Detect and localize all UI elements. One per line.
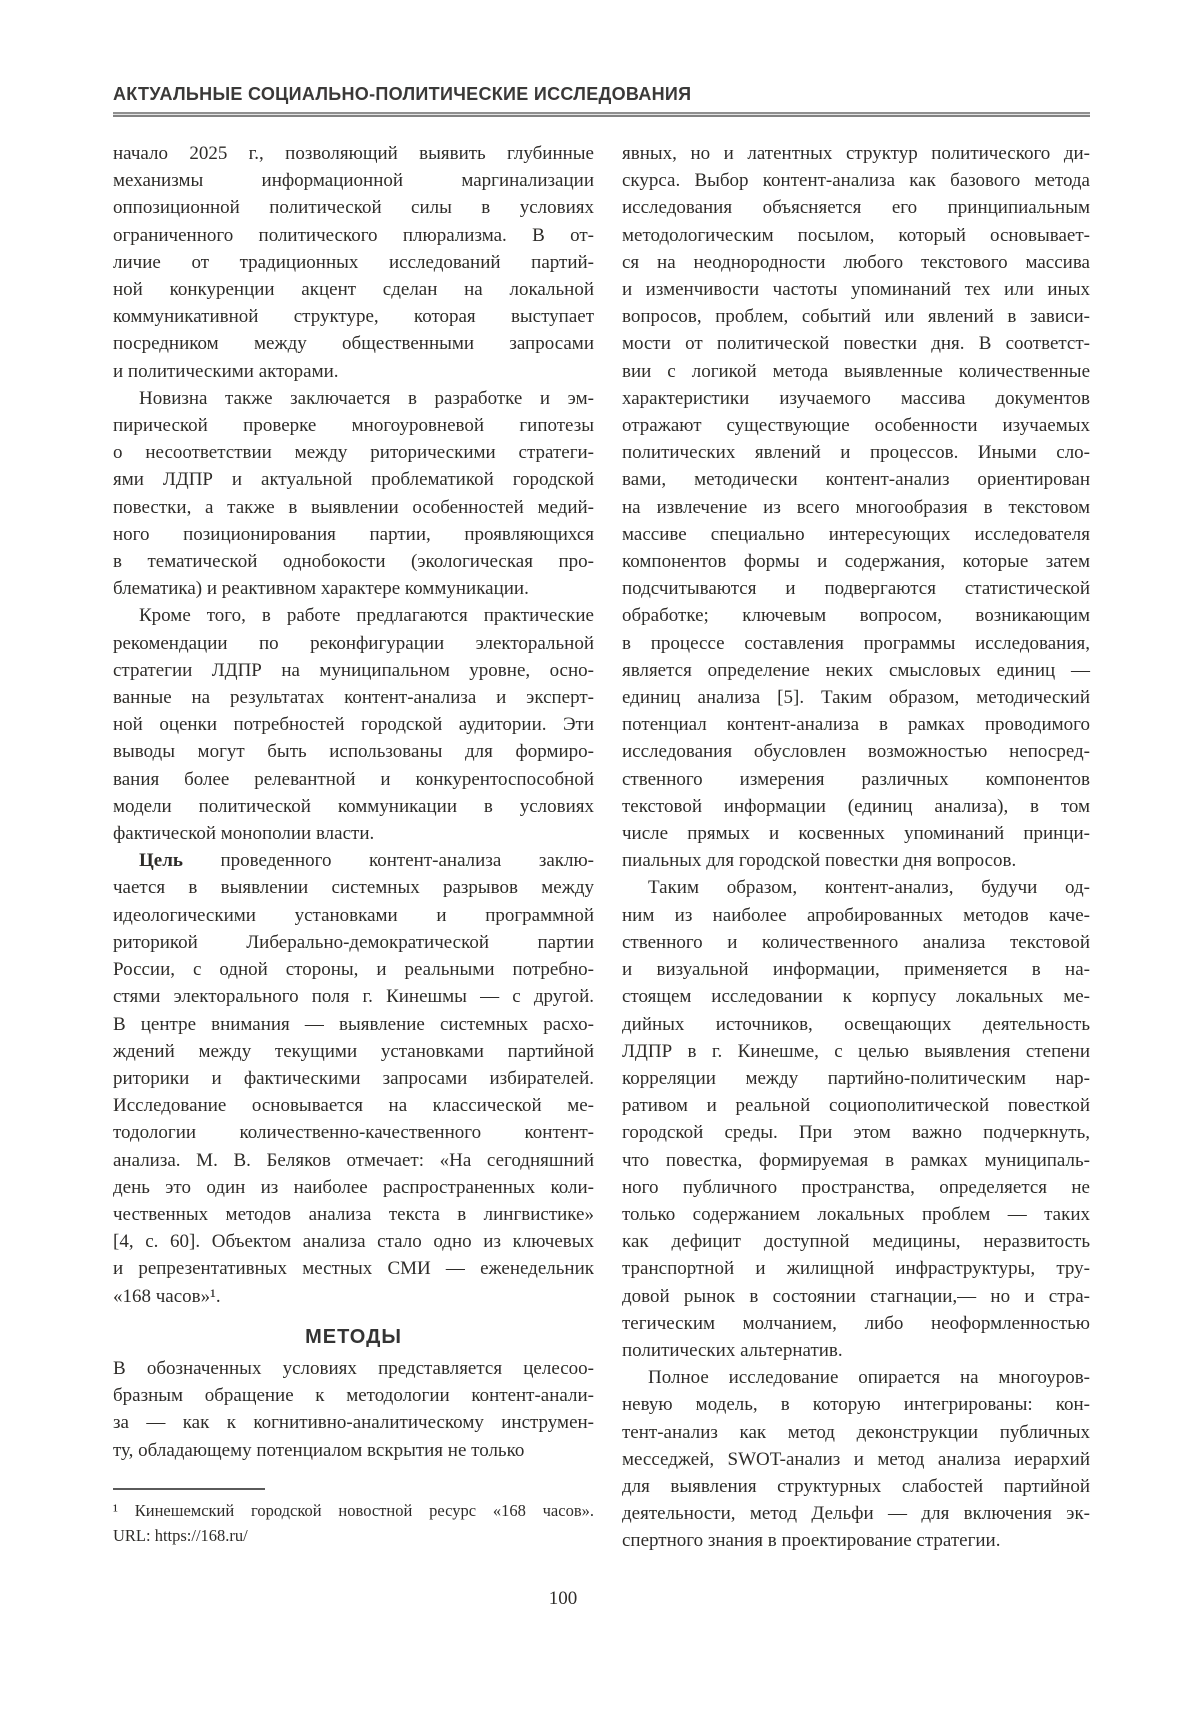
bold-lead-word: Цель: [139, 850, 183, 872]
text-line: пирической проверке многоуровневой гипотезы: [113, 415, 594, 437]
text-line: [4, с. 60]. Объектом анализа стало одно из ключевых: [113, 1231, 594, 1253]
text-line: Полное исследование опирается на многоуров-: [648, 1367, 1090, 1389]
text-line: ративом и реальной социополитической повесткой: [622, 1095, 1090, 1117]
text-line: чается в выявлении системных разрывов между: [113, 877, 594, 899]
text-line: В обозначенных условиях представляется целесоо-: [113, 1357, 594, 1379]
text-line: политических явлений и процессов. Иными сло-: [622, 442, 1090, 464]
text-line: выводы могут быть использованы для формиро-: [113, 741, 594, 763]
text-line: является определение неких смысловых единиц —: [622, 659, 1090, 681]
text-line: ограниченного политического плюрализма. В от-: [113, 224, 594, 246]
text-line: только содержанием локальных проблем — таких: [622, 1203, 1090, 1225]
text-line: риторикой Либерально-демократической партии: [113, 931, 594, 953]
text-line: рекомендации по реконфигурации электоральной: [113, 632, 594, 654]
section-heading: МЕТОДЫ: [305, 1325, 402, 1348]
text-line: вии с логикой метода выявленные количественные: [622, 360, 1090, 382]
page-number: 100: [548, 1588, 578, 1609]
column-left: [113, 140, 594, 1464]
text-line: мости от политической повестки дня. В соответст-: [622, 333, 1090, 355]
text-line: повестки, а также в выявлении особенностей медий-: [113, 496, 594, 518]
text-line: ями ЛДПР и актуальной проблематикой городской: [113, 469, 594, 491]
text-line: массиве специально интересующих исследователя: [622, 523, 1090, 545]
text-line: Цель проведенного контент-анализа заклю-: [139, 850, 594, 872]
text-line: и политическими акторами.: [113, 360, 339, 382]
text-line: Новизна также заключается в разработке и эм-: [139, 387, 594, 409]
text-line: спертного знания в проектирование стратегии.: [622, 1530, 1001, 1552]
text-line: скурса. Выбор контент-анализа как базового метода: [622, 170, 1090, 192]
text-line: Исследование основывается на классической ме-: [113, 1095, 594, 1117]
text-line: ся на неоднородности любого текстового массива: [622, 251, 1090, 273]
text-line: день это один из наиболее распространенных коли-: [113, 1176, 594, 1198]
text-line: невую модель, в которую интегрированы: кон-: [622, 1394, 1090, 1416]
footnote-line: ¹ Кинешемский городской новостной ресурс «168 часов».: [113, 1501, 594, 1520]
running-head-title: АКТУАЛЬНЫЕ СОЦИАЛЬНО-ПОЛИТИЧЕСКИЕ ИССЛЕДОВАНИЯ: [113, 84, 692, 104]
text-line: начало 2025 г., позволяющий выявить глубинные: [113, 143, 594, 164]
text-line: отражают существующие особенности изучаемых: [622, 415, 1090, 437]
text-line: числе прямых и косвенных упоминаний принци-: [622, 823, 1090, 845]
footnote-text: [113, 1498, 594, 1548]
text-line: ванные на результатах контент-анализа и эксперт-: [113, 687, 594, 709]
text-line: фактической монополии власти.: [113, 823, 375, 845]
text-line: что повестка, формируемая в рамках муниципаль-: [622, 1149, 1090, 1171]
text-line: городской среды. При этом важно подчеркнуть,: [622, 1122, 1090, 1144]
text-line: Таким образом, контент-анализ, будучи од-: [648, 877, 1090, 899]
text-line: ждений между текущими установками партийной: [113, 1040, 594, 1062]
text-line: чественных методов анализа текста в лингвистике»: [113, 1203, 594, 1225]
page-header: [113, 84, 1090, 117]
text-line: идеологическими установками и программной: [113, 904, 594, 926]
text-line: и визуальной информации, применяется в на-: [622, 959, 1090, 981]
text-line: ной оценки потребностей городской аудитории. Эти: [113, 714, 594, 736]
text-line: тент-анализ как метод деконструкции публичных: [622, 1421, 1090, 1443]
text-line: «168 часов»¹.: [113, 1285, 221, 1307]
text-line: бразным обращение к методологии контент-анали-: [113, 1385, 594, 1407]
text-line: за — как к когнитивно-аналитическому инструмен-: [113, 1412, 594, 1434]
text-line: пиальных для городской повестки дня вопросов.: [622, 850, 1017, 872]
text-line: ЛДПР в г. Кинешме, с целью выявления степени: [622, 1040, 1090, 1062]
text-line: Кроме того, в работе предлагаются практические: [139, 605, 594, 627]
text-line: посредником между общественными запросами: [113, 333, 594, 355]
text-line: дийных источников, освещающих деятельность: [622, 1013, 1090, 1035]
text-line: тегическим молчанием, либо неоформленностью: [622, 1312, 1090, 1334]
text-line: месседжей, SWOT-анализ и метод анализа иерархий: [622, 1448, 1090, 1470]
text-line: деятельности, метод Дельфи — для включения эк-: [622, 1503, 1090, 1525]
text-line: стоящем исследовании к корпусу локальных ме-: [622, 986, 1090, 1008]
text-line: ной конкуренции акцент сделан на локальной: [113, 279, 594, 301]
footnote: [113, 1488, 594, 1548]
text-line: России, с одной стороны, и реальными потребно-: [113, 959, 594, 981]
text-line: для выявления структурных слабостей партийной: [622, 1475, 1090, 1497]
text-line: обработке; ключевым вопросом, возникающим: [622, 605, 1090, 627]
text-line: единиц анализа [5]. Таким образом, методический: [622, 687, 1090, 709]
text-line: вания более релевантной и конкурентоспособной: [113, 768, 594, 790]
text-line: исследования объясняется его принципиальным: [622, 197, 1090, 219]
text-line: потенциал контент-анализа в рамках проводимого: [622, 714, 1090, 736]
text-line: ственного и количественного анализа текстовой: [622, 931, 1090, 953]
text-line: методологическим посылом, который основывает-: [622, 224, 1090, 246]
text-line: механизмы информационной маргинализации: [113, 170, 594, 192]
text-line: вопросов, проблем, событий или явлений в зависи-: [622, 306, 1090, 328]
text-line: тодологии количественно-качественного контент-: [113, 1122, 594, 1144]
text-line: на извлечение из всего многообразия в текстовом: [622, 496, 1090, 518]
text-line: компонентов формы и содержания, которые затем: [622, 551, 1090, 573]
text-line: оппозиционной политической силы в условиях: [113, 197, 594, 219]
text-line: анализа. М. В. Беляков отмечает: «На сегодняшний: [113, 1149, 594, 1171]
text-line: ного публичного пространства, определяется не: [622, 1176, 1090, 1198]
text-line: в тематической однобокости (экологическая про-: [113, 551, 594, 573]
text-line: о несоответствии между риторическими стратеги-: [113, 442, 594, 464]
text-line: личие от традиционных исследований партий-: [113, 251, 594, 273]
text-line: стратегии ЛДПР на муниципальном уровне, осно-: [113, 659, 594, 681]
text-line: явных, но и латентных структур политического ди-: [622, 143, 1090, 164]
text-line: вами, методически контент-анализ ориентирован: [622, 469, 1090, 491]
text-line: блематика) и реактивном характере коммуникации.: [113, 578, 529, 600]
header-rule: [113, 112, 1090, 117]
text-line: ним из наиболее апробированных методов каче-: [622, 904, 1090, 926]
text-line: стями электорального поля г. Кинешмы — с другой.: [113, 986, 594, 1008]
text-line: исследования обусловлен возможностью непосред-: [622, 741, 1090, 763]
text-line: риторики и фактическими запросами избирателей.: [113, 1067, 594, 1089]
text-line: характеристики изучаемого массива документов: [622, 387, 1090, 409]
text-line: довой рынок в состоянии стагнации,— но и стра-: [622, 1285, 1090, 1307]
text-line: коммуникативной структуре, которая выступает: [113, 306, 594, 328]
text-line: подсчитываются и подвергаются статистической: [622, 578, 1090, 600]
column-right: [622, 140, 1090, 1555]
text-line: ту, обладающему потенциалом вскрытия не только: [113, 1439, 525, 1461]
text-line: и изменчивости частоты упоминаний тех или иных: [622, 279, 1090, 301]
text-line: ственного измерения различных компонентов: [622, 768, 1090, 790]
text-line: в процессе составления программы исследования,: [622, 632, 1090, 654]
text-line: и репрезентативных местных СМИ — еженедельник: [113, 1258, 594, 1280]
footnote-rule: [113, 1488, 265, 1490]
text-line: корреляции между партийно-политическим нар-: [622, 1067, 1090, 1089]
text-line: политических альтернатив.: [622, 1339, 843, 1361]
text-line: текстовой информации (единиц анализа), в том: [622, 795, 1090, 817]
text-line: как дефицит доступной медицины, неразвитость: [622, 1231, 1090, 1253]
text-line: транспортной и жилищной инфраструктуры, тру-: [622, 1258, 1090, 1280]
text-line: модели политической коммуникации в условиях: [113, 795, 594, 817]
text-line: В центре внимания — выявление системных расхо-: [113, 1013, 594, 1035]
text-line: ного позиционирования партии, проявляющихся: [113, 523, 594, 545]
footnote-line: URL: https://168.ru/: [113, 1526, 248, 1545]
